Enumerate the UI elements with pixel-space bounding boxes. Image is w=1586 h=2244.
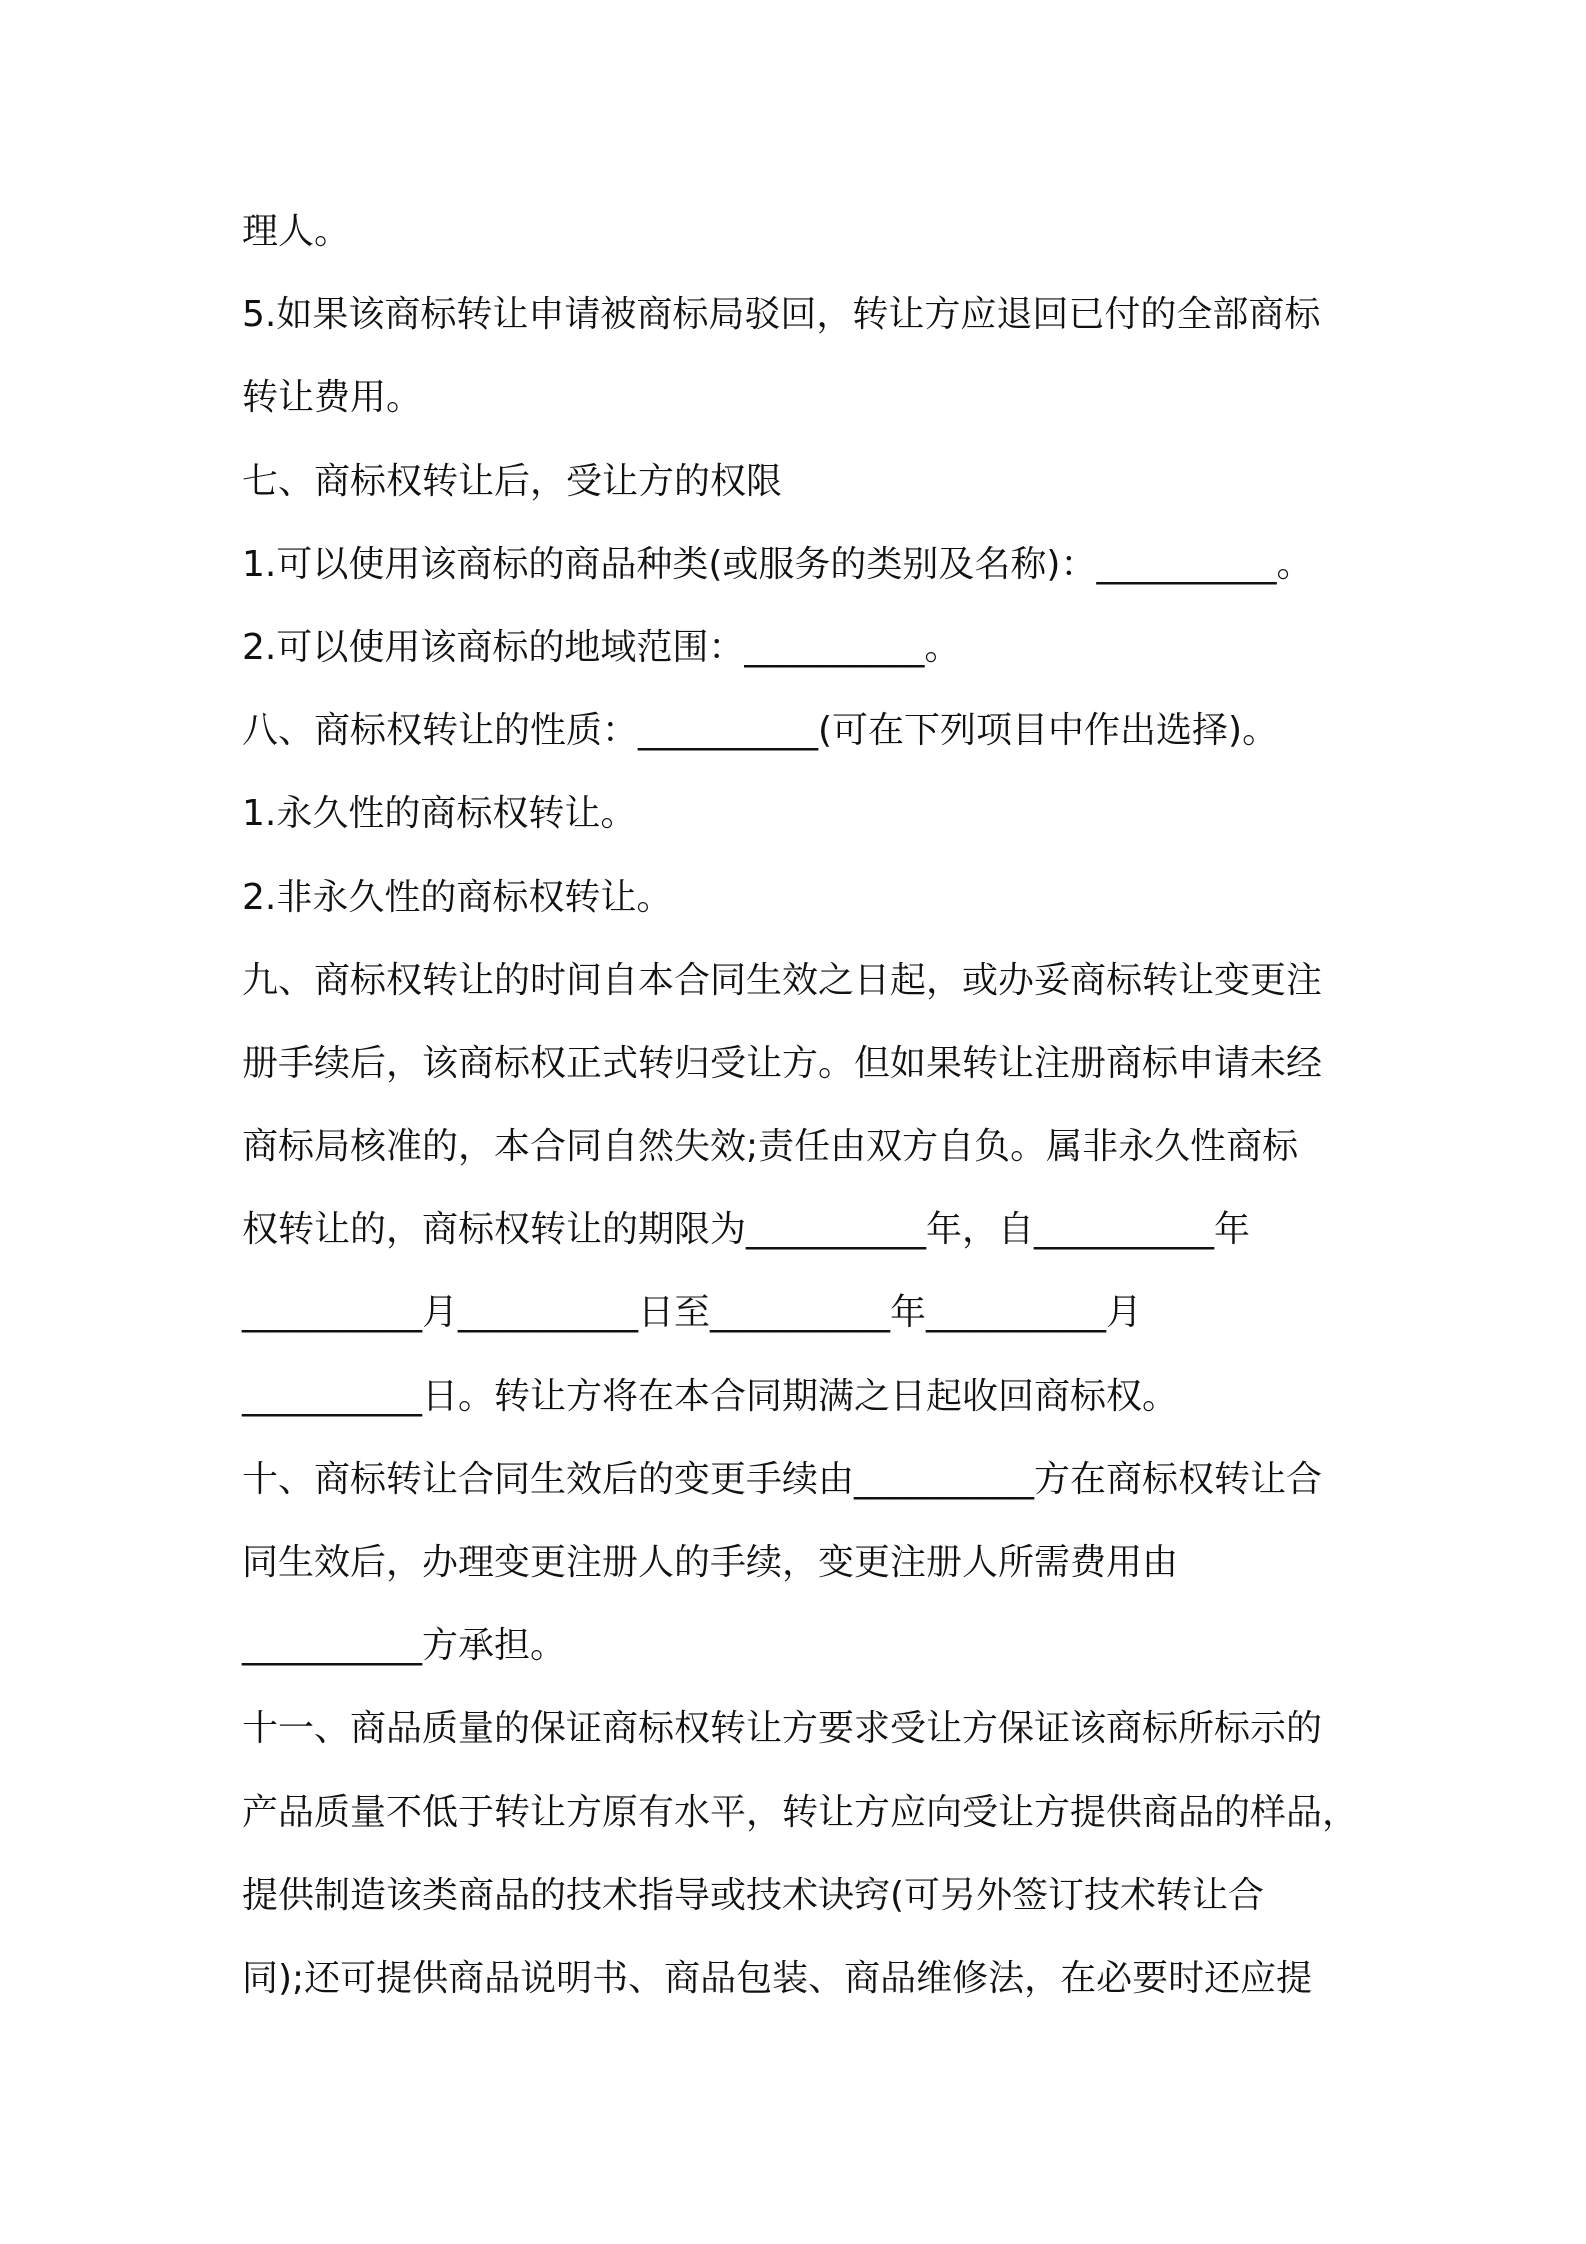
text-line: 册手续后，该商标权正式转归受让方。但如果转让注册商标申请未经 xyxy=(242,1042,1323,1084)
section-heading: 七、商标权转让后，受让方的权限 xyxy=(242,460,783,502)
section-heading: 十一、商品质量的保证商标权转让方要求受让方保证该商标所标示的 xyxy=(242,1708,1323,1750)
text-line: 2.非永久性的商标权转让。 xyxy=(242,876,673,918)
text-line: 产品质量不低于转让方原有水平，转让方应向受让方提供商品的样品， xyxy=(242,1791,1359,1833)
text-line: 2.可以使用该商标的地域范围：__________。 xyxy=(242,626,961,668)
text-line: __________月__________日至__________年__________月 xyxy=(242,1292,1142,1334)
text-line: 权转让的，商标权转让的期限为__________年，自__________年 xyxy=(242,1209,1251,1251)
text-line: __________日。转让方将在本合同期满之日起收回商标权。 xyxy=(242,1375,1179,1417)
section-heading: 八、商标权转让的性质：__________(可在下列项目中作出选择)。 xyxy=(242,710,1279,752)
text-line: 同);还可提供商品说明书、商品包装、商品维修法，在必要时还应提 xyxy=(242,1957,1313,1999)
section-heading: 十、商标转让合同生效后的变更手续由__________方在商标权转让合 xyxy=(242,1458,1323,1500)
text-line: 1.可以使用该商标的商品种类(或服务的类别及名称)：__________。 xyxy=(242,543,1313,585)
text-line: 理人。 xyxy=(242,211,351,252)
contract-text xyxy=(242,190,1402,2020)
text-line: __________方承担。 xyxy=(242,1625,567,1667)
text-line: 提供制造该类商品的技术指导或技术诀窍(可另外签订技术转让合 xyxy=(242,1874,1265,1916)
text-line: 5.如果该商标转让申请被商标局驳回，转让方应退回已付的全部商标 xyxy=(242,294,1321,336)
text-line: 转让费用。 xyxy=(242,377,423,419)
text-line: 同生效后，办理变更注册人的手续，变更注册人所需费用由 xyxy=(242,1542,1179,1583)
section-heading: 九、商标权转让的时间自本合同生效之日起，或办妥商标转让变更注 xyxy=(242,959,1323,1001)
text-line: 1.永久性的商标权转让。 xyxy=(242,793,637,835)
text-line: 商标局核准的，本合同自然失效;责任由双方自负。属非永久性商标 xyxy=(242,1126,1299,1168)
